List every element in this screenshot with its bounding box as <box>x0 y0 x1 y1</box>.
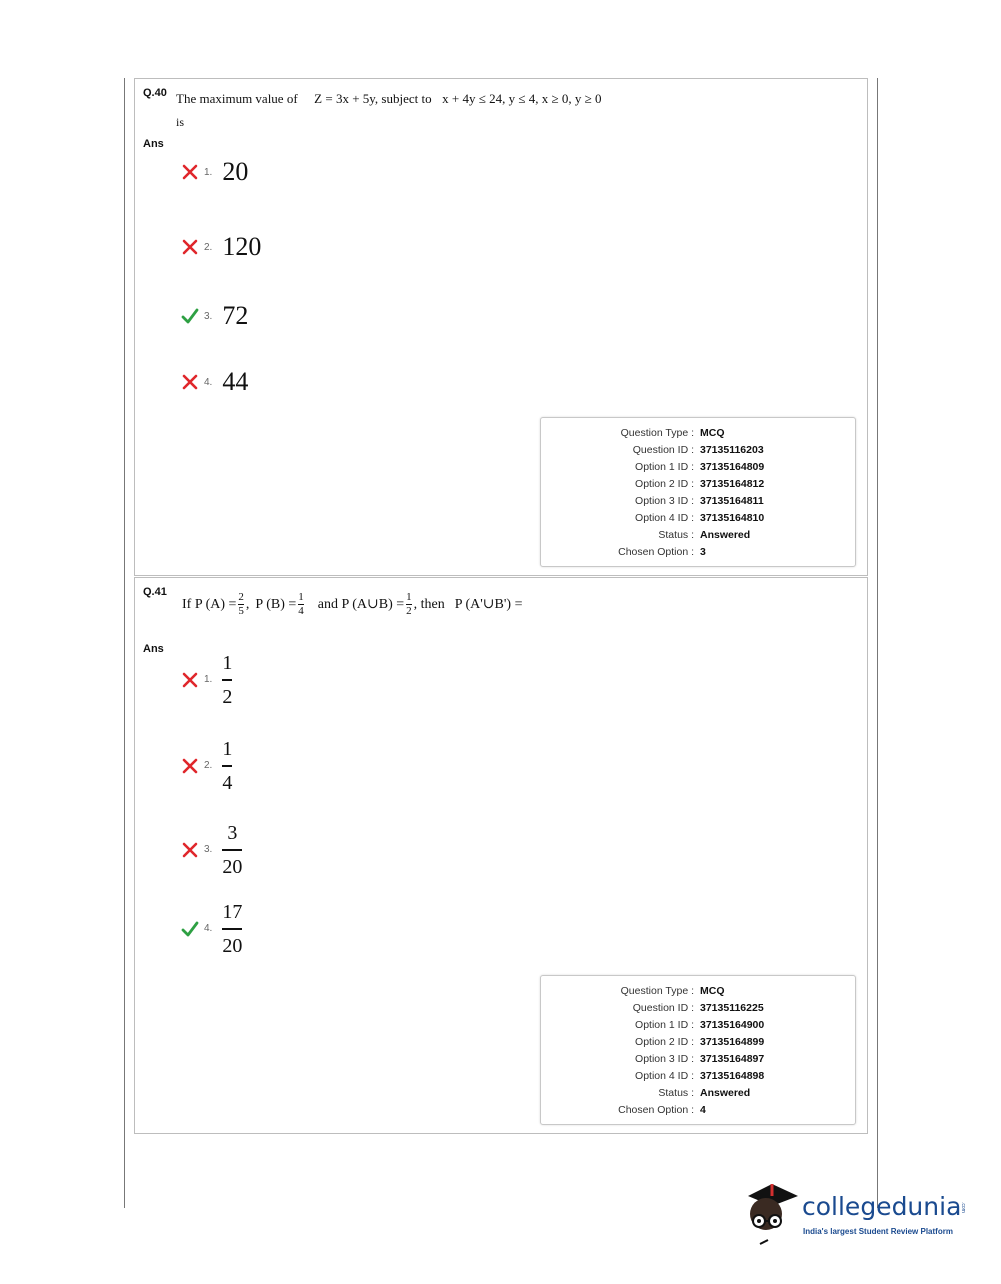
question-number: Q.41 <box>143 586 167 598</box>
option-fraction: $\frac{1}{2}$ <box>222 652 233 708</box>
cross-icon <box>181 757 199 775</box>
logo-domain-suffix: .com <box>960 1202 966 1213</box>
option-value: 72 <box>222 301 249 330</box>
question-text-prefix: The maximum value of <box>176 91 298 106</box>
option-number: 1. <box>204 166 213 178</box>
info-option1-id: Option 1 ID : 37135164900 <box>635 1018 765 1031</box>
option-4 <box>181 367 248 397</box>
fraction-pb: $\frac{1}{4}$ <box>298 591 304 617</box>
answer-label: Ans <box>143 138 164 150</box>
option-number: 3. <box>204 310 213 322</box>
info-option4-id: Option 4 ID : 37135164898 <box>635 1069 765 1082</box>
info-chosen-option: Chosen Option : 4 <box>618 1103 706 1116</box>
option-number: 4. <box>204 376 213 388</box>
page-margin-rule-left <box>124 78 125 1208</box>
cross-icon <box>181 163 199 181</box>
question-constraints: x + 4y ≤ 24, y ≤ 4, x ≥ 0, y ≥ 0 <box>442 91 602 106</box>
option-3 <box>181 823 242 877</box>
answer-label: Ans <box>143 643 164 655</box>
info-question-id: Question ID : 37135116225 <box>632 1001 764 1014</box>
info-option3-id: Option 3 ID : 37135164811 <box>635 494 764 507</box>
option-3 <box>181 301 248 331</box>
fraction-pab: $\frac{1}{2}$ <box>406 591 412 617</box>
option-4 <box>181 902 242 956</box>
option-1 <box>181 157 248 187</box>
fraction-pa: $\frac{2}{5}$ <box>238 591 244 617</box>
question-text-line <box>176 91 602 107</box>
option-number: 1. <box>204 674 213 686</box>
question-text-pb: P (B) = <box>255 596 297 612</box>
option-value: 44 <box>222 367 249 396</box>
info-chosen-option: Chosen Option : 3 <box>618 545 706 558</box>
cross-icon <box>181 841 199 859</box>
question-text-line <box>182 592 522 617</box>
info-option3-id: Option 3 ID : 37135164897 <box>635 1052 765 1065</box>
question-text-comma: , <box>245 596 250 612</box>
question-card-41 <box>134 577 868 1134</box>
option-number: 2. <box>204 760 213 772</box>
option-number: 2. <box>204 241 213 253</box>
option-1 <box>181 653 232 707</box>
info-status: Status : Answered <box>658 1086 751 1099</box>
question-info-panel <box>540 975 856 1125</box>
check-icon <box>181 307 199 325</box>
option-number: 3. <box>204 844 213 856</box>
question-number: Q.40 <box>143 87 167 99</box>
logo-tagline: India's largest Student Review Platform <box>803 1227 953 1236</box>
info-status: Status : Answered <box>658 528 751 541</box>
option-fraction: $\frac{17}{20}$ <box>222 901 243 957</box>
option-2 <box>181 232 261 262</box>
question-text-target: P (A'∪B') = <box>454 597 523 612</box>
cross-icon <box>181 373 199 391</box>
option-2 <box>181 739 232 793</box>
info-question-type: Question Type : MCQ <box>620 984 725 997</box>
collegedunia-logo <box>742 1176 972 1248</box>
question-info-panel <box>540 417 856 567</box>
question-text-then: , then <box>413 596 445 612</box>
cross-icon <box>181 671 199 689</box>
info-option2-id: Option 2 ID : 37135164812 <box>635 477 765 490</box>
question-text-suffix: is <box>176 115 185 129</box>
question-card-40 <box>134 78 868 576</box>
mascot-icon <box>742 1176 802 1248</box>
page-margin-rule-right <box>877 78 878 1208</box>
option-value: 120 <box>222 232 262 261</box>
info-option2-id: Option 2 ID : 37135164899 <box>635 1035 765 1048</box>
option-value: 20 <box>222 157 249 186</box>
info-question-type: Question Type : MCQ <box>620 426 725 439</box>
check-icon <box>181 920 199 938</box>
logo-wordmark: collegedunia <box>802 1192 962 1221</box>
cross-icon <box>181 238 199 256</box>
info-option4-id: Option 4 ID : 37135164810 <box>635 511 765 524</box>
question-text-if-pa: If P (A) = <box>182 596 237 612</box>
info-option1-id: Option 1 ID : 37135164809 <box>635 460 765 473</box>
option-fraction: $\frac{1}{4}$ <box>222 738 233 794</box>
question-text-pab: and P (A∪B) = <box>317 597 405 612</box>
option-number: 4. <box>204 923 213 935</box>
option-fraction: $\frac{3}{20}$ <box>222 822 243 878</box>
question-objective: Z = 3x + 5y, subject to <box>314 91 432 106</box>
info-question-id: Question ID : 37135116203 <box>632 443 764 456</box>
